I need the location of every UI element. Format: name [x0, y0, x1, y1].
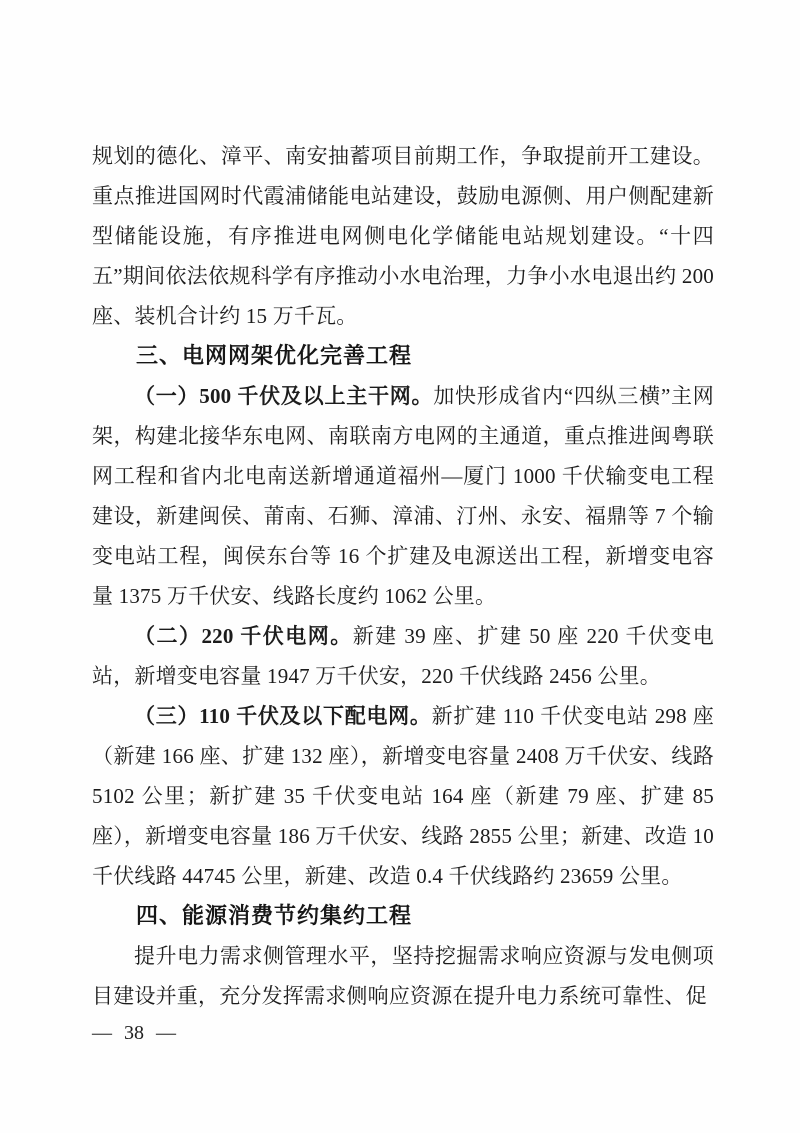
section-3-item-3-lead: （三）110 千伏及以下配电网。 [134, 704, 432, 728]
intro-paragraph-text: 规划的德化、漳平、南安抽蓄项目前期工作，争取提前开工建设。重点推进国网时代霞浦储能电站建设，鼓励电源侧、用户侧配建新型储能设施，有序推进电网侧电化学储能电站规划建设。“十四五”期间依法依规科学有序推动小水电治理，力争小水电退出约 200 座、装机合计约 15 万千瓦。 [92, 144, 714, 328]
section-3-item-3-text: 新扩建 110 千伏变电站 298 座（新建 166 座、扩建 132 座），新增变电容量 2408 万千伏安、线路 5102 公里；新扩建 35 千伏变电站 164 座（新建 79 座、扩建 85 座），新增变电容量 186 万千伏安、线路 2855 公里；新建、改造 10 千伏线路 44745 公里，新建、改造 0.4 千伏线路约 23659 公里。 [92, 704, 714, 888]
section-3-item-2 [92, 616, 714, 696]
section-4-paragraph-text: 提升电力需求侧管理水平，坚持挖掘需求响应资源与发电侧项目建设并重，充分发挥需求侧响应资源在提升电力系统可靠性、促 [92, 944, 714, 1008]
section-3-item-3 [92, 696, 714, 896]
section-4-heading: 四、能源消费节约集约工程 [136, 903, 413, 928]
page-footer [92, 1018, 176, 1048]
section-3-item-2-lead: （二）220 千伏电网。 [134, 624, 353, 648]
page-number: 38 [124, 1021, 144, 1044]
intro-paragraph [92, 136, 714, 336]
footer-dash-right: — [156, 1022, 176, 1044]
section-3-item-1-text: 加快形成省内“四纵三横”主网架，构建北接华东电网、南联南方电网的主通道，重点推进闽粤联网工程和省内北电南送新增通道福州—厦门 1000 千伏输变电工程建设，新建闽侯、莆南、石狮、漳浦、汀州、永安、福鼎等 7 个输变电站工程，闽侯东台等 16 个扩建及电源送出工程，新增变电容量 1375 万千伏安、线路长度约 1062 公里。 [92, 384, 714, 608]
document-content [92, 136, 714, 1016]
section-3-item-1-lead: （一）500 千伏及以上主干网。 [134, 384, 434, 408]
section-4-paragraph [92, 936, 714, 1016]
footer-dash-left: — [92, 1022, 112, 1044]
section-3-heading: 三、电网网架优化完善工程 [136, 343, 413, 368]
section-3-item-2-text: 新建 39 座、扩建 50 座 220 千伏变电站，新增变电容量 1947 万千伏安，220 千伏线路 2456 公里。 [92, 624, 714, 688]
section-3-item-1 [92, 376, 714, 616]
